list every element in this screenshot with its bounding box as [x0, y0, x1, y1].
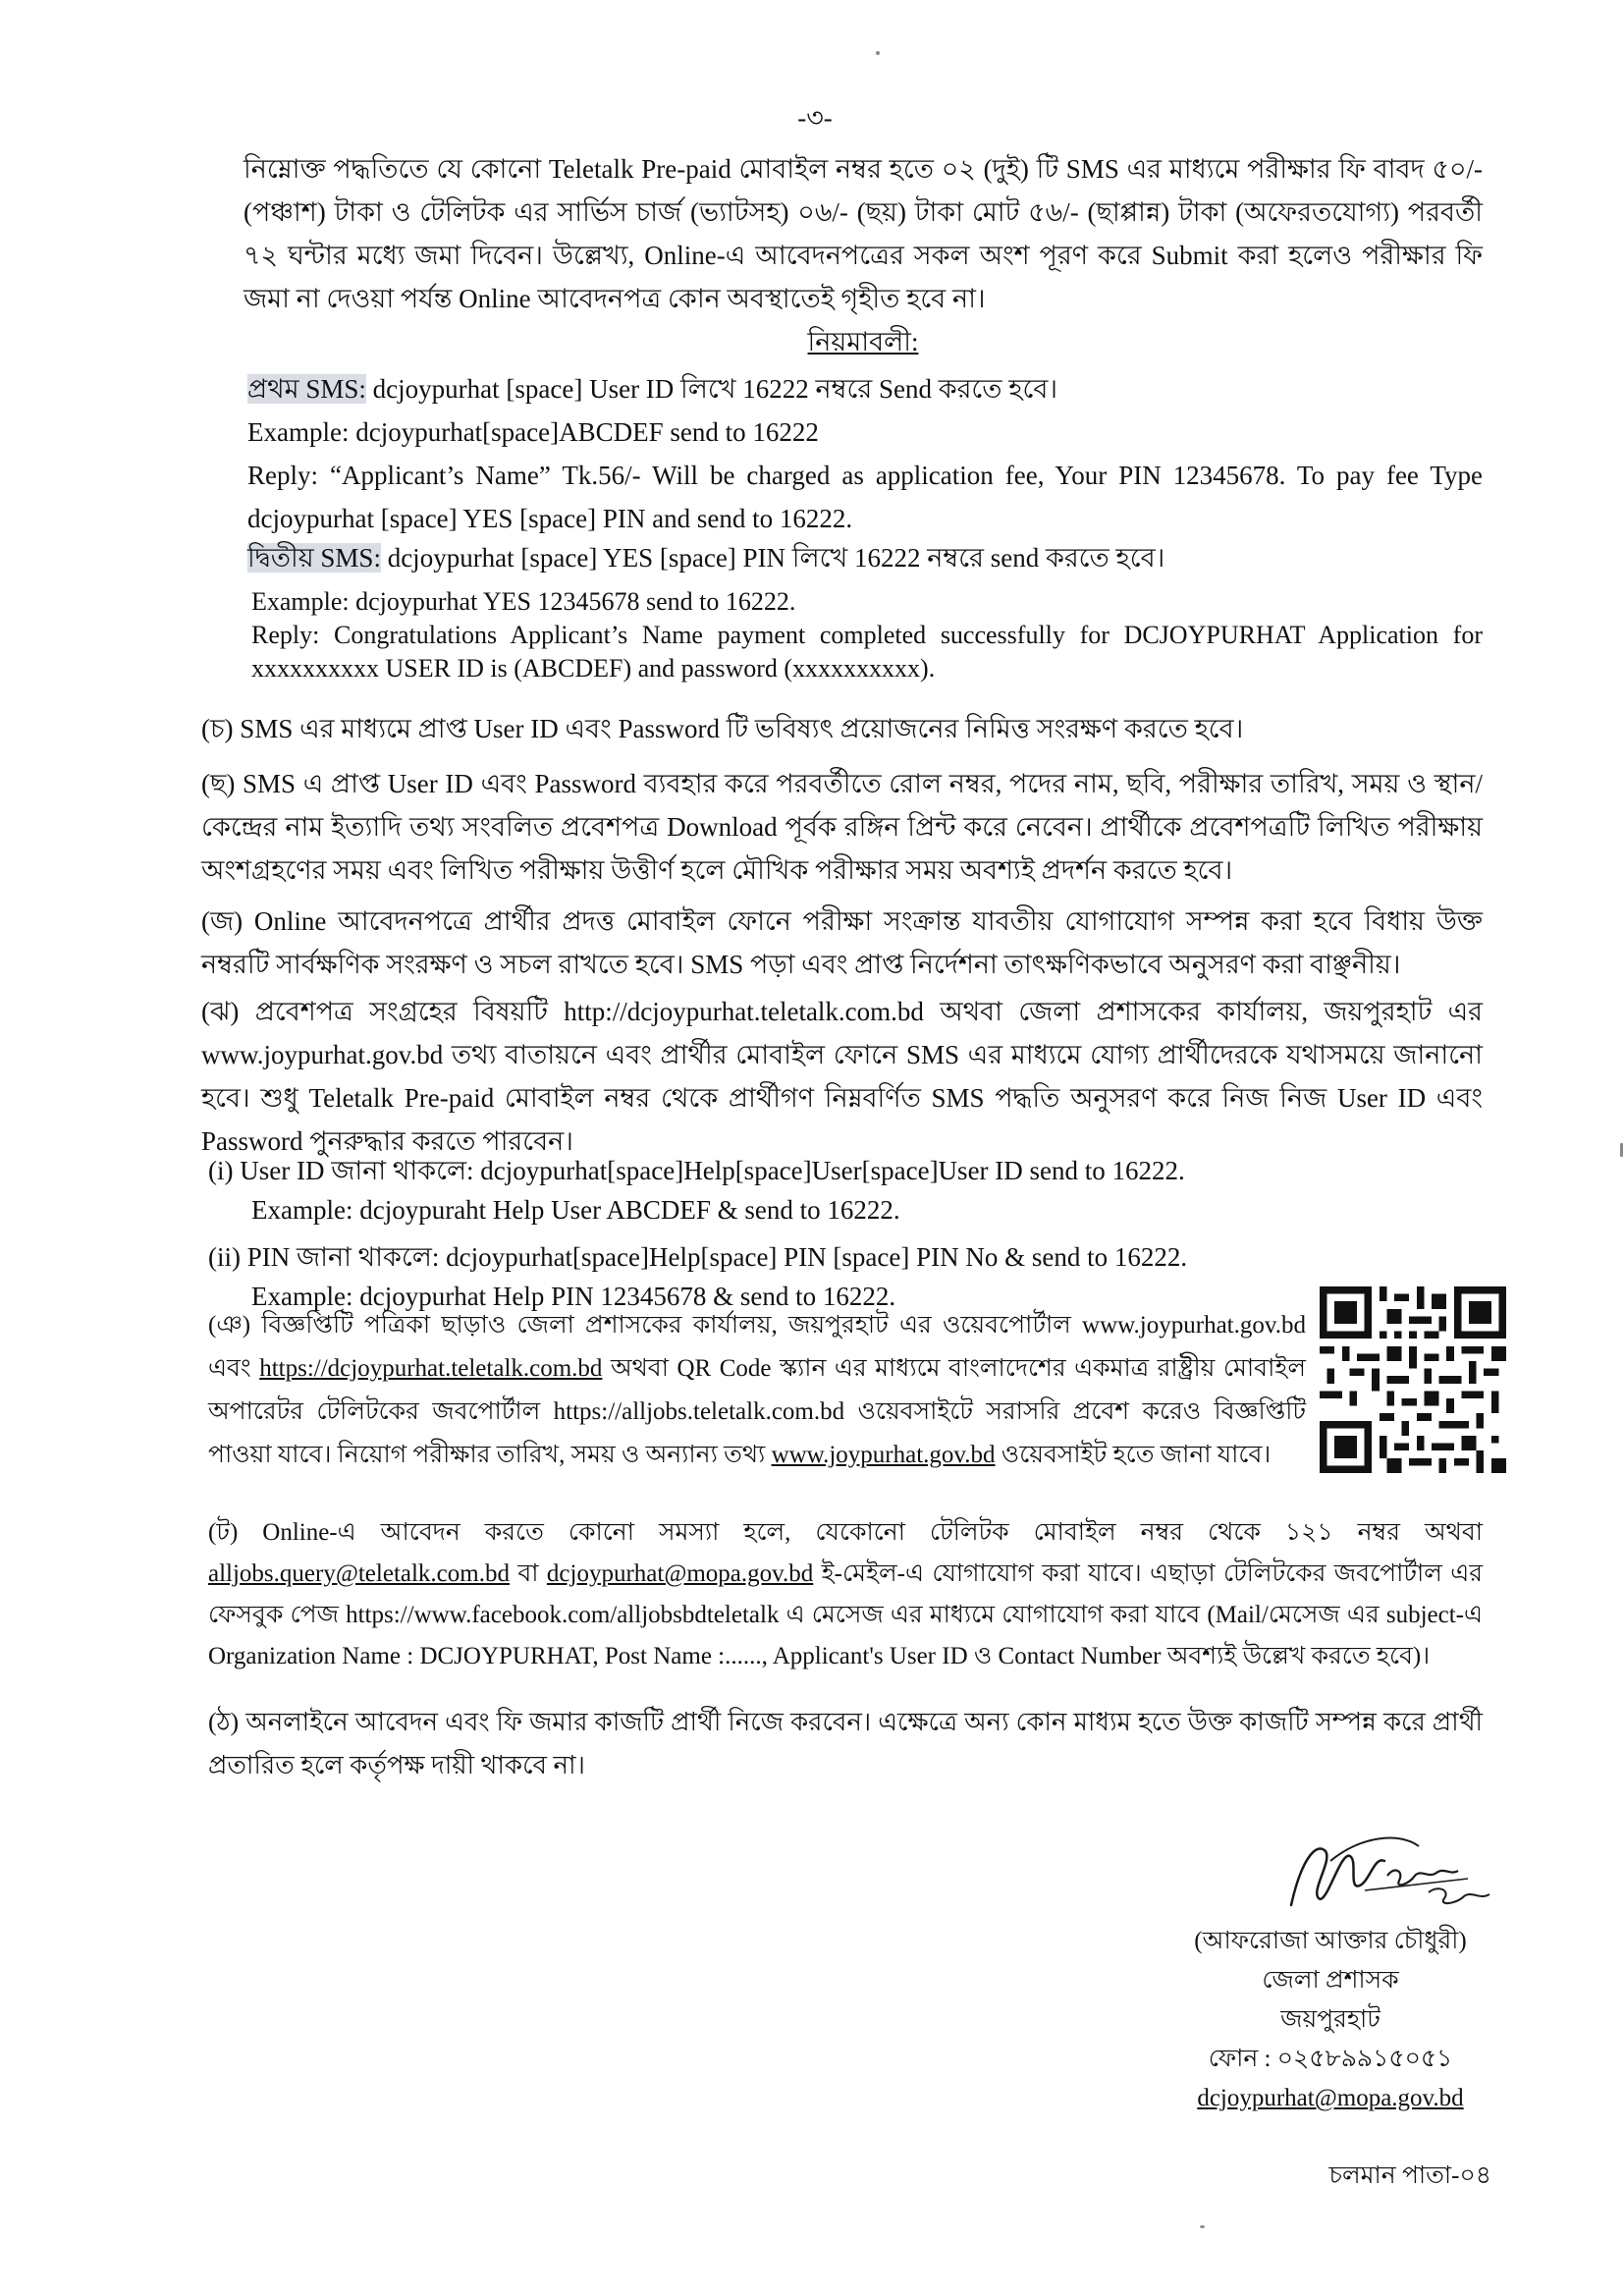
- item-tha: [208, 1701, 1483, 1787]
- item-ja-text: (জ) Online আবেদনপত্রে প্রার্থীর প্রদত্ত মোবাইল ফোনে পরীক্ষা সংক্রান্ত যাবতীয় যোগাযোগ সম্পন্ন করা হবে বিধায় উক্ত নম্বরটি সার্বক্ষণিক সংরক্ষণ ও সচল রাখতে হবে। SMS পড়া এবং প্রাপ্ত নির্দেশনা তাৎক্ষণিকভাবে অনুসরণ করা বাঞ্ছনীয়।: [201, 906, 1483, 979]
- recover-section: [208, 1151, 1386, 1316]
- sms1-instruction: dcjoypurhat [space] User ID লিখে 16222 নম্বরে Send করতে হবে।: [365, 374, 1058, 404]
- ta-email-dc[interactable]: dcjoypurhat@mopa.gov.bd: [546, 1560, 814, 1587]
- rules-heading: নিয়মাবলী:: [807, 327, 919, 356]
- item-cha: [201, 707, 1483, 750]
- signature-block: [1154, 1922, 1507, 2118]
- nya-text-3: ওয়েবসাইট হতে জানা যাবে।: [995, 1442, 1272, 1468]
- ta-email-alljobs[interactable]: alljobs.query@teletalk.com.bd: [208, 1560, 510, 1587]
- sms2-example: Example: dcjoypurhat YES 12345678 send to 16222.: [251, 587, 796, 616]
- signatory-email[interactable]: dcjoypurhat@mopa.gov.bd: [1197, 2085, 1464, 2111]
- sms2-details: [251, 585, 1483, 685]
- running-footer: চলমান পাতা-০৪: [1328, 2162, 1491, 2189]
- ta-text-2: বা: [509, 1560, 547, 1587]
- scan-speck: [876, 51, 880, 55]
- ta-text-3: ই-মেইল-এ যোগাযোগ করা যাবে। এছাড়া টেলিটকের জবপোর্টাল এর ফেসবুক পেজ https://www.facebook.com/alljobsbdteletalk এ মেসেজ এর মাধ্যমে যোগাযোগ করা যাবে (Mail/মেসেজ এর subject-এ Organization Name : DCJOYPURHAT, Post Name :......, Applicant's User ID ও Contact Number অবশ্যই উল্লেখ করতে হবে)।: [208, 1560, 1483, 1669]
- sms2-label: দ্বিতীয় SMS:: [247, 543, 381, 573]
- recover-pin-example: Example: dcjoypurhat Help PIN 12345678 & send to 16222.: [251, 1282, 896, 1311]
- item-cha-text: (চ) SMS এর মাধ্যমে প্রাপ্ত User ID এবং Password টি ভবিষ্যৎ প্রয়োজনের নিমিত্ত সংরক্ষণ করতে হবে।: [201, 714, 1244, 743]
- signatory-place: জয়পুরহাট: [1280, 2006, 1380, 2033]
- item-chha-text: (ছ) SMS এ প্রাপ্ত User ID এবং Password ব্যবহার করে পরবর্তীতে রোল নম্বর, পদের নাম, ছবি, পরীক্ষার তারিখ, সময় ও স্থান/কেন্দ্রের নাম ইত্যাদি তথ্য সংবলিত প্রবেশপত্র Download পূর্বক রঙ্গিন প্রিন্ট করে নেবেন। প্রার্থীকে প্রবেশপত্রটি লিখিত পরীক্ষায় অংশগ্রহণের সময় এবং লিখিত পরীক্ষায় উত্তীর্ণ হলে মৌখিক পরীক্ষার সময় অবশ্যই প্রদর্শন করতে হবে।: [201, 769, 1483, 885]
- item-jha-text: (ঝ) প্রবেশপত্র সংগ্রহের বিষয়টি http://dcjoypurhat.teletalk.com.bd অথবা জেলা প্রশাসকের কার্যালয়, জয়পুরহাট এর www.joypurhat.gov.bd তথ্য বাতায়নে এবং প্রার্থীর মোবাইল ফোনে SMS এর মাধ্যমে যোগ্য প্রার্থীদেরকে যথাসময়ে জানানো হবে। শুধু Teletalk Pre-paid মোবাইল নম্বর থেকে প্রার্থীগণ নিম্নবর্ণিত SMS পদ্ধতি অনুসরণ করে নিজ নিজ User ID এবং Password পুনরুদ্ধার করতে পারবেন।: [201, 997, 1483, 1156]
- scan-edge-mark: [1620, 1143, 1623, 1157]
- item-ja: [201, 900, 1483, 986]
- recover-user-id-line: (i) User ID জানা থাকলে: dcjoypurhat[space]Help[space]User[space]User ID send to 16222.: [208, 1156, 1185, 1185]
- intro-section: [244, 147, 1483, 363]
- page-number: -৩-: [797, 103, 833, 133]
- item-tha-text: (ঠ) অনলাইনে আবেদন এবং ফি জমার কাজটি প্রার্থী নিজে করবেন। এক্ষেত্রে অন্য কোন মাধ্যম হতে উক্ত কাজটি সম্পন্ন করে প্রার্থী প্রতারিত হলে কর্তৃপক্ষ দায়ী থাকবে না।: [208, 1708, 1483, 1779]
- item-jha: [201, 990, 1483, 1163]
- sms1-section: [247, 367, 1483, 540]
- item-ta: [208, 1512, 1483, 1677]
- qr-code-icon: [1320, 1286, 1506, 1473]
- signatory-designation: জেলা প্রশাসক: [1262, 1967, 1399, 1994]
- recover-user-id-example: Example: dcjoypuraht Help User ABCDEF & send to 16222.: [251, 1195, 900, 1225]
- recover-pin-line: (ii) PIN জানা থাকলে: dcjoypurhat[space]Help[space] PIN [space] PIN No & send to 16222.: [208, 1242, 1188, 1272]
- signatory-phone: ফোন : ০২৫৮৯৯১৫০৫১: [1208, 2046, 1453, 2072]
- nya-link-joypurhat[interactable]: www.joypurhat.gov.bd: [771, 1442, 996, 1468]
- signatory-name: (আফরোজা আক্তার চৌধুরী): [1194, 1928, 1467, 1954]
- sms2-reply: Reply: Congratulations Applicant’s Name payment completed successfully for DCJOYPURHAT Application for xxxxxxxxxx USER ID is (ABCDEF) and password (xxxxxxxxxx).: [251, 621, 1483, 683]
- sms1-reply: Reply: “Applicant’s Name” Tk.56/- Will be charged as application fee, Your PIN 12345678. To pay fee Type dcjoypurhat [space] YES [space] PIN and send to 16222.: [247, 461, 1483, 533]
- nya-text-2: অথবা QR Code স্ক্যান এর মাধ্যমে বাংলাদেশের একমাত্র রাষ্ট্রীয় মোবাইল অপারেটর টেলিটকের জবপোর্টাল https://alljobs.teletalk.com.bd ওয়েবসাইটে সরাসরি প্রবেশ করেও বিজ্ঞপ্তিটি পাওয়া যাবে। নিয়োগ পরীক্ষার তারিখ, সময় ও অন্যান্য তথ্য: [208, 1355, 1306, 1468]
- nya-text-1: (ঞ) বিজ্ঞপ্তিটি পত্রিকা ছাড়াও জেলা প্রশাসকের কার্যালয়, জয়পুরহাট এর ওয়েবপোর্টাল www.joypurhat.gov.bd এবং: [208, 1312, 1306, 1382]
- sms1-label: প্রথম SMS:: [247, 374, 366, 404]
- item-chha: [201, 762, 1483, 892]
- intro-paragraph: নিম্নোক্ত পদ্ধতিতে যে কোনো Teletalk Pre-paid মোবাইল নম্বর হতে ০২ (দুই) টি SMS এর মাধ্যমে পরীক্ষার ফি বাবদ ৫০/-(পঞ্চাশ) টাকা ও টেলিটক এর সার্ভিস চার্জ (ভ্যাটসহ) ০৬/- (ছয়) টাকা মোট ৫৬/- (ছাপ্পান্ন) টাকা (অফেরতযোগ্য) পরবর্তী ৭২ ঘন্টার মধ্যে জমা দিবেন। উল্লেখ্য, Online-এ আবেদনপত্রের সকল অংশ পূরণ করে Submit করা হলেও পরীক্ষার ফি জমা না দেওয়া পর্যন্ত Online আবেদনপত্র কোন অবস্থাতেই গৃহীত হবে না।: [244, 154, 1483, 313]
- nya-link-teletalk[interactable]: https://dcjoypurhat.teletalk.com.bd: [259, 1355, 603, 1382]
- sms2-instruction: dcjoypurhat [space] YES [space] PIN লিখে 16222 নম্বরে send করতে হবে।: [380, 543, 1165, 573]
- signature-icon: [1272, 1822, 1502, 1920]
- sms1-example: Example: dcjoypurhat[space]ABCDEF send to 16222: [247, 417, 819, 447]
- item-nya: [208, 1304, 1306, 1477]
- scan-speck: [1200, 2225, 1205, 2228]
- ta-text-1: (ট) Online-এ আবেদন করতে কোনো সমস্যা হলে, যেকোনো টেলিটক মোবাইল নম্বর থেকে ১২১ নম্বর অথবা: [208, 1519, 1483, 1546]
- sms2-section: [247, 536, 1483, 579]
